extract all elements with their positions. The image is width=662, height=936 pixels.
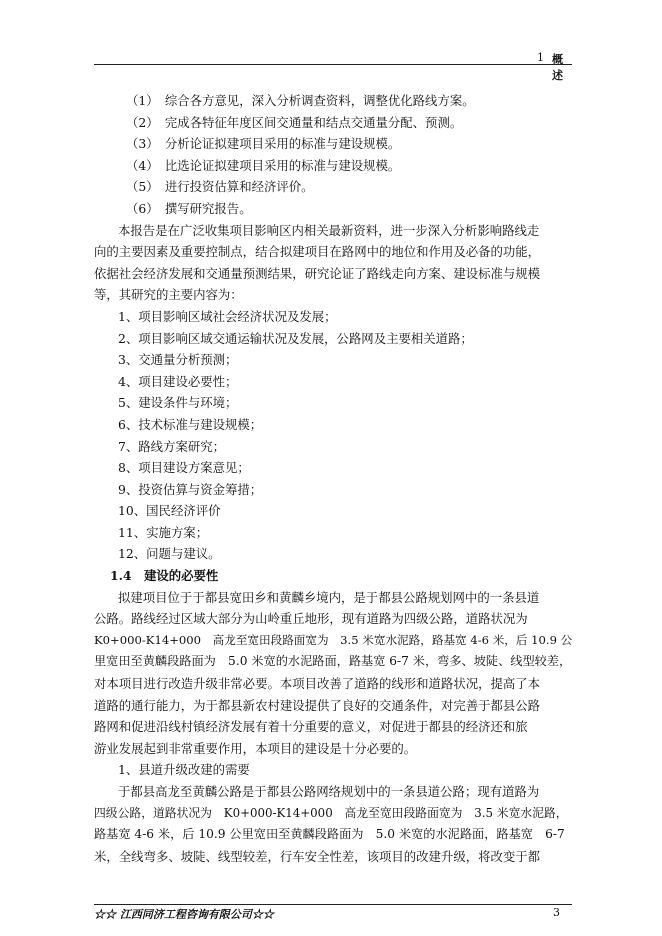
document-body [94, 90, 572, 867]
subsection-heading: 1、县道升级改建的需要 [118, 762, 250, 778]
task-item: （5） 进行投资估算和经济评价。 [126, 179, 314, 195]
paragraph-line: 本报告是在广泛收集项目影响区内相关最新资料，进一步深入分析影响路线走 [118, 222, 540, 238]
paragraph-line: 米，全线弯多、坡陡、线型较差，行车安全性差，该项目的改建升级，将改变于都 [94, 848, 541, 864]
content-item: 5、建设条件与环境； [118, 395, 238, 411]
footer-rule [94, 904, 572, 905]
paragraph-line: 路基宽 4-6 米，后 10.9 公里宽田至黄麟段路面为 5.0 米宽的水泥路面，路基宽 6-7 [94, 827, 565, 842]
paragraph-line: 拟建项目位于于都县宽田乡和黄麟乡境内，是于都县公路规划网中的一条县道 [118, 589, 540, 605]
task-item: （6） 撰写研究报告。 [126, 200, 252, 216]
content-item: 4、项目建设必要性； [118, 373, 238, 389]
paragraph-line: 公路。路线经过区域大部分为山岭重丘地形，现有道路为四级公路，道路状况为 [94, 611, 528, 627]
content-item: 9、投资估算与资金筹措； [118, 481, 263, 497]
page-footer [94, 906, 572, 922]
company-name: ☆☆ 江西同济工程咨询有限公司☆☆ [94, 908, 274, 921]
task-item: （4） 比选论证拟建项目采用的标准与建设规模。 [126, 157, 401, 173]
task-item: （1） 综合各方意见，深入分析调查资料，调整优化路线方案。 [126, 93, 475, 108]
paragraph-line: 游业发展起到非常重要作用，本项目的建设是十分必要的。 [94, 740, 417, 756]
paragraph-line: 向的主要因素及重要控制点，结合拟建项目在路网中的地位和作用及必备的功能， [94, 244, 541, 260]
paragraph-line: K0+000-K14+000 高龙至宽田段路面宽为 3.5 米宽水泥路，路基宽 4-6 米，后 10.9 公 [94, 632, 573, 647]
page-number: 3 [553, 906, 560, 919]
paragraph-line: 道路的通行能力，为于都县新农村建设提供了良好的交通条件，对完善于都县公路 [94, 697, 541, 713]
content-item: 12、问题与建议。 [118, 546, 221, 562]
chapter-number: 1 [537, 51, 544, 64]
paragraph-line: 里宽田至黄麟段路面为 5.0 米宽的水泥路面，路基宽 6-7 米，弯多、坡陡、线型较差， [94, 654, 572, 669]
paragraph-line: 对本项目进行改造升级非常必要。本项目改善了道路的线形和道路状况，提高了本 [94, 676, 541, 692]
paragraph-line: 等，其研究的主要内容为： [94, 287, 243, 303]
paragraph-line: 于都县高龙至黄麟公路是于都县公路网络规划中的一条县道公路；现有道路为 [118, 784, 540, 799]
task-item: （2） 完成各特征年度区间交通量和结点交通量分配、预测。 [126, 114, 463, 130]
task-item: （3） 分析论证拟建项目采用的标准与建设规模。 [126, 136, 401, 152]
section-heading: 1.4 建设的必要性 [110, 568, 219, 584]
paragraph-line: 四级公路，道路状况为 K0+000-K14+000 高龙至宽田段路面宽为 3.5 米宽水泥路， [94, 805, 568, 820]
content-item: 3、交通量分析预测； [118, 352, 238, 368]
content-item: 7、路线方案研究； [118, 438, 226, 454]
content-item: 2、项目影响区域交通运输状况及发展，公路网及主要相关道路； [118, 330, 473, 346]
content-item: 11、实施方案； [118, 524, 209, 540]
paragraph-line: 路网和促进沿线村镇经济发展有着十分重要的意义，对促进于都县的经济还和旅 [94, 719, 528, 735]
content-item: 6、技术标准与建设规模； [118, 416, 263, 432]
content-item: 1、项目影响区域社会经济状况及发展； [118, 308, 337, 324]
paragraph-line: 依据社会经济发展和交通量预测结果，研究论证了路线走向方案、建设标准与规模 [94, 265, 541, 281]
content-item: 8、项目建设方案意见； [118, 460, 250, 476]
content-item: 10、国民经济评价 [118, 503, 221, 519]
header-rule [94, 64, 572, 65]
chapter-title: 概 述 [552, 53, 569, 82]
